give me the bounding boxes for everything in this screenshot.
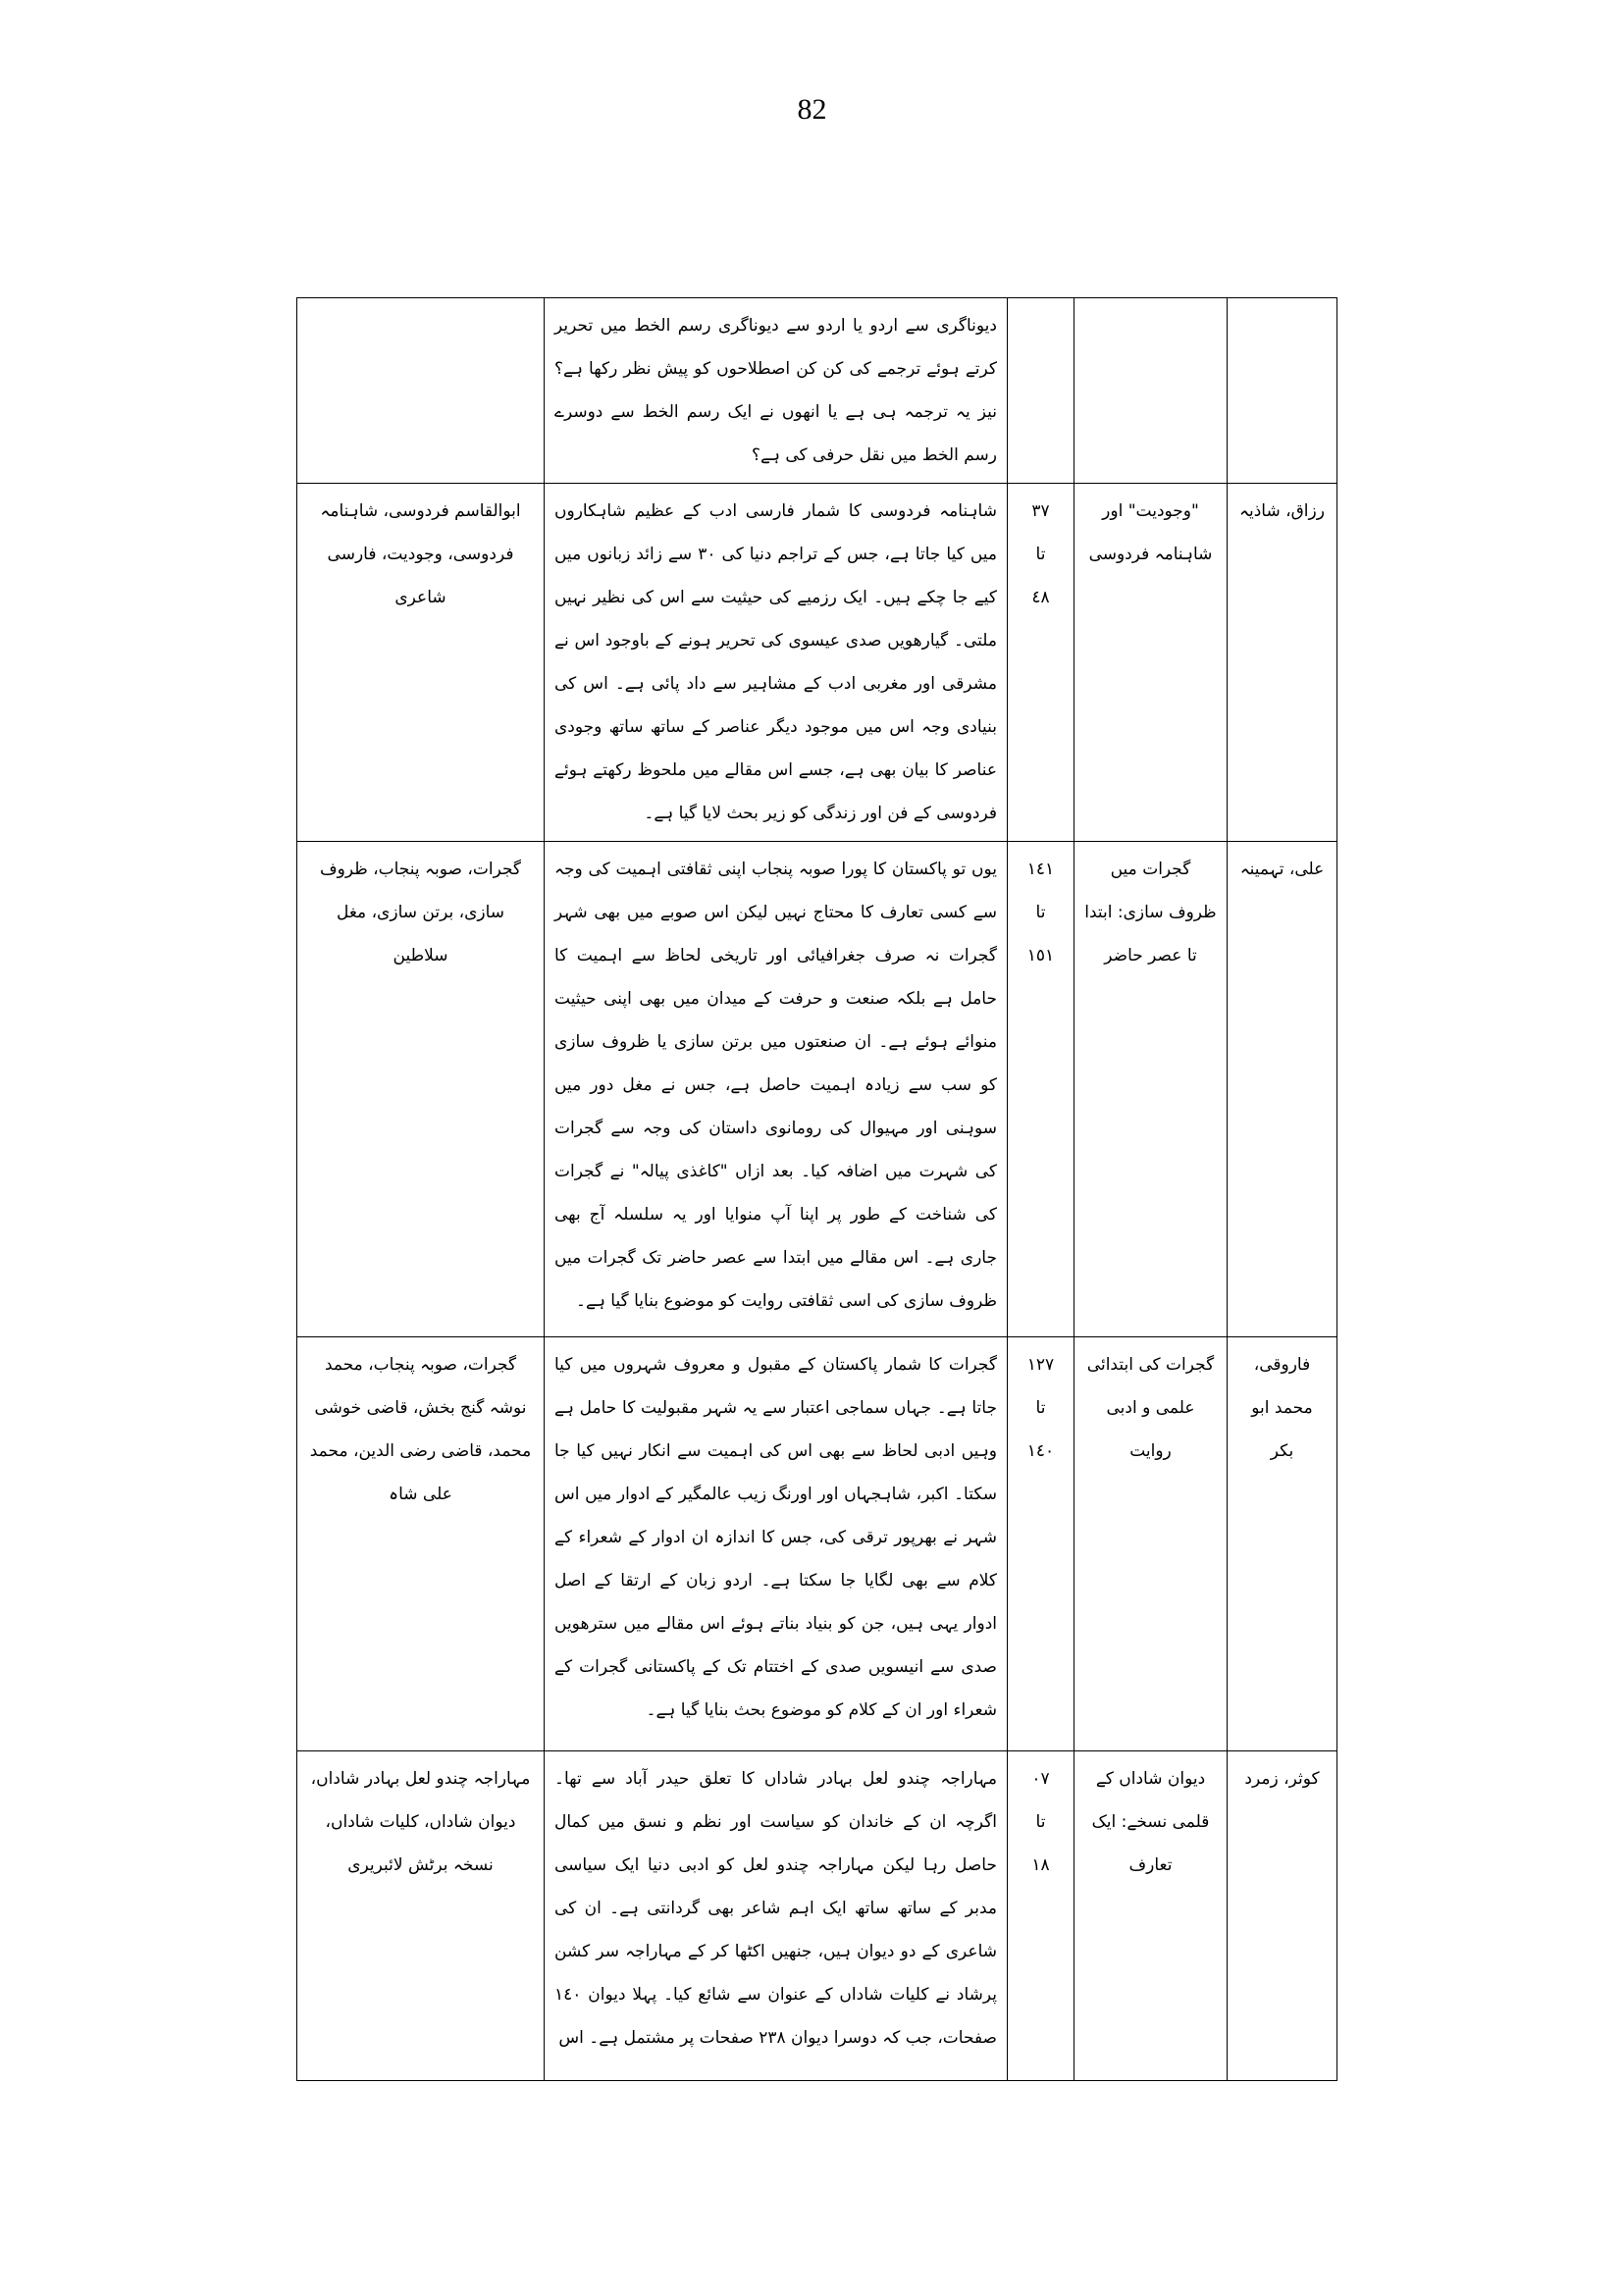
pages-cell (1008, 298, 1074, 484)
title-cell: "وجودیت" اور شاہنامہ فردوسی (1074, 484, 1228, 842)
keywords-cell: گجرات، صوبہ پنجاب، ظروف سازی، برتن سازی، مغل سلاطین (297, 842, 545, 1337)
abstract-cell: مہاراجہ چندو لعل بہادر شاداں کا تعلق حیدر آباد سے تھا۔ اگرچہ ان کے خاندان کو سیاست اور نظم و نسق میں کمال حاصل رہا لیکن مہاراجہ چندو لعل کو ادبی دنیا ایک سیاسی مدبر کے ساتھ ساتھ ایک اہم شاعر بھی گردانتی ہے۔ ان کی شاعری کے دو دیوان ہیں، جنھیں اکٹھا کر کے مہاراجہ سر کشن پرشاد نے کلیات شاداں کے عنوان سے شائع کیا۔ پہلا دیوان ١٤٠ صفحات، جب کہ دوسرا دیوان ٢٣٨ صفحات پر مشتمل ہے۔ اس (545, 1751, 1008, 2081)
keywords-cell: مہاراجہ چندو لعل بہادر شاداں، دیوان شاداں، کلیات شاداں، نسخہ برٹش لائبریری (297, 1751, 545, 2081)
catalog-table (296, 297, 1337, 2081)
title-cell: گجرات میں ظروف سازی: ابتدا تا عصر حاضر (1074, 842, 1228, 1337)
abstract-cell: یوں تو پاکستان کا پورا صوبہ پنجاب اپنی ثقافتی اہمیت کی وجہ سے کسی تعارف کا محتاج نہیں لیکن اس صوبے میں بھی شہر گجرات نہ صرف جغرافیائی اور تاریخی لحاظ سے اہمیت کا حامل ہے بلکہ صنعت و حرفت کے میدان میں بھی اپنی حیثیت منوائے ہوئے ہے۔ ان صنعتوں میں برتن سازی یا ظروف سازی کو سب سے زیادہ اہمیت حاصل ہے، جس نے مغل دور میں سوہنی اور مہیوال کی رومانوی داستان کی وجہ سے گجرات کی شہرت میں اضافہ کیا۔ بعد ازاں "کاغذی پیالہ" نے گجرات کی شناخت کے طور پر اپنا آپ منوایا اور یہ سلسلہ آج بھی جاری ہے۔ اس مقالے میں ابتدا سے عصر حاضر تک گجرات میں ظروف سازی کی اسی ثقافتی روایت کو موضوع بنایا گیا ہے۔ (545, 842, 1008, 1337)
table-row (297, 484, 1337, 842)
table-row (297, 1337, 1337, 1751)
table-row (297, 842, 1337, 1337)
title-cell (1074, 298, 1228, 484)
abstract-cell: دیوناگری سے اردو یا اردو سے دیوناگری رسم الخط میں تحریر کرتے ہوئے ترجمے کی کن کن اصطلاحوں کو پیش نظر رکھا ہے؟ نیز یہ ترجمہ ہی ہے یا انھوں نے ایک رسم الخط سے دوسرے رسم الخط میں نقل حرفی کی ہے؟ (545, 298, 1008, 484)
author-cell: کوثر، زمرد (1228, 1751, 1337, 2081)
pages-cell: ١٢٧ تا ١٤٠ (1008, 1337, 1074, 1751)
pages-cell: ٣٧ تا ٤٨ (1008, 484, 1074, 842)
author-cell: علی، تہمینہ (1228, 842, 1337, 1337)
abstract-cell: گجرات کا شمار پاکستان کے مقبول و معروف شہروں میں کیا جاتا ہے۔ جہاں سماجی اعتبار سے یہ شہر مقبولیت کا حامل ہے وہیں ادبی لحاظ سے بھی اس کی اہمیت سے انکار نہیں کیا جا سکتا۔ اکبر، شاہجہاں اور اورنگ زیب عالمگیر کے ادوار میں اس شہر نے بھرپور ترقی کی، جس کا اندازہ ان ادوار کے شعراء کے کلام سے بھی لگایا جا سکتا ہے۔ اردو زبان کے ارتقا کے اصل ادوار یہی ہیں، جن کو بنیاد بناتے ہوئے اس مقالے میں سترھویں صدی سے انیسویں صدی کے اختتام تک کے پاکستانی گجرات کے شعراء اور ان کے کلام کو موضوع بحث بنایا گیا ہے۔ (545, 1337, 1008, 1751)
keywords-cell: گجرات، صوبہ پنجاب، محمد نوشہ گنج بخش، قاضی خوشی محمد، قاضی رضی الدین، محمد علی شاہ (297, 1337, 545, 1751)
author-cell: رزاق، شاذیہ (1228, 484, 1337, 842)
table-row (297, 1751, 1337, 2081)
page-number: 82 (797, 93, 827, 126)
abstract-cell: شاہنامہ فردوسی کا شمار فارسی ادب کے عظیم شاہکاروں میں کیا جاتا ہے، جس کے تراجم دنیا کی ٣٠ سے زائد زبانوں میں کیے جا چکے ہیں۔ ایک رزمیے کی حیثیت سے اس کی نظیر نہیں ملتی۔ گیارھویں صدی عیسوی کی تحریر ہونے کے باوجود اس نے مشرقی اور مغربی ادب کے مشاہیر سے داد پائی ہے۔ اس کی بنیادی وجہ اس میں موجود دیگر عناصر کے ساتھ ساتھ وجودی عناصر کا بیان بھی ہے، جسے اس مقالے میں ملحوظ رکھتے ہوئے فردوسی کے فن اور زندگی کو زیر بحث لایا گیا ہے۔ (545, 484, 1008, 842)
table-row (297, 298, 1337, 484)
author-cell: فاروقی، محمد ابو بکر (1228, 1337, 1337, 1751)
keywords-cell: ابوالقاسم فردوسی، شاہنامہ فردوسی، وجودیت، فارسی شاعری (297, 484, 545, 842)
title-cell: گجرات کی ابتدائی علمی و ادبی روایت (1074, 1337, 1228, 1751)
pages-cell: ٠٧ تا ١٨ (1008, 1751, 1074, 2081)
keywords-cell (297, 298, 545, 484)
pages-cell: ١٤١ تا ١٥١ (1008, 842, 1074, 1337)
title-cell: دیوان شاداں کے قلمی نسخے: ایک تعارف (1074, 1751, 1228, 2081)
author-cell (1228, 298, 1337, 484)
